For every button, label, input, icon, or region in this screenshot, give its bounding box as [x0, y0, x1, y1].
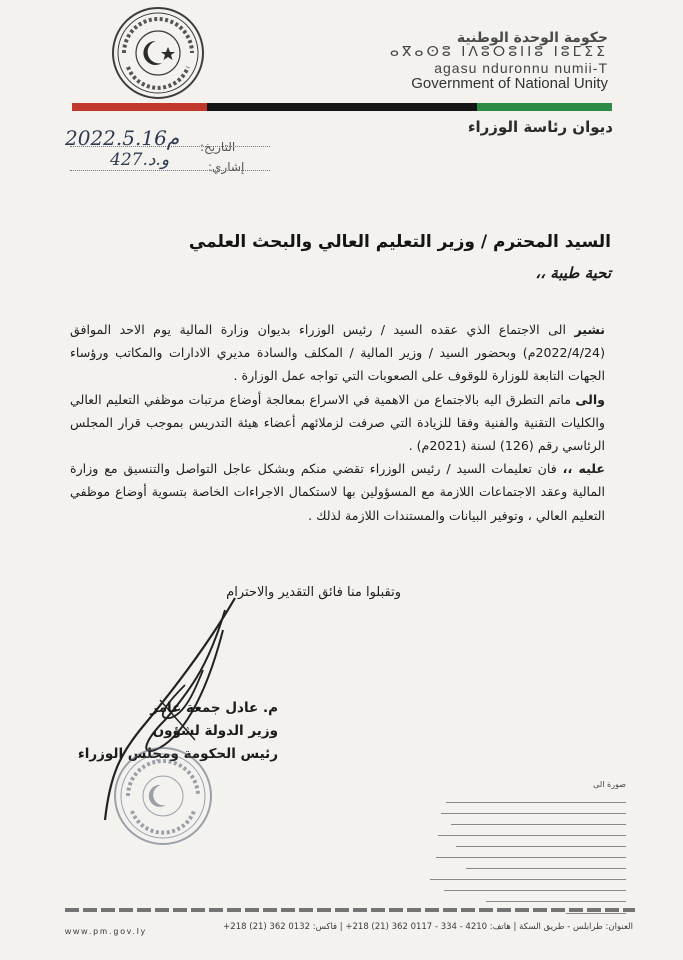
copy-to-entry — [451, 824, 626, 825]
copy-to-entry — [436, 857, 626, 858]
addressee-line: السيد المحترم / وزير التعليم العالي والبحث العلمي — [188, 232, 611, 252]
crescent-icon — [143, 41, 162, 65]
greeting-line: تحية طيبة ،، — [535, 264, 611, 282]
copy-to-entry — [441, 813, 626, 814]
copy-to-entry — [566, 913, 626, 914]
paragraph-meeting — [70, 318, 605, 388]
government-name-tifinagh: ⴰⴳⴰⵙⵓ ⵏⴷⵓⵔⵓⵏⵏⵓ ⵏⵓⵎⵉⵉ — [389, 44, 608, 60]
signatory-name: م. عادل جمعة عامر — [150, 700, 278, 716]
paragraph-salaries-text: ماتم التطرق اليه بالاجتماع من الاهمية في الاسراع بمعالجة أوضاع مرتبات موظفي التعليم العالي والكليات التقنية والفنية وفقا للزيادة التي صرفت لزملائهم أعضاء هيئة التدريس بموجب قرار المجلس الرئاسي رقم (126) لسنة (2021م) . — [70, 391, 605, 454]
footer-divider — [65, 908, 635, 912]
signatory-title-line-1: وزير الدولة لشؤون — [152, 723, 278, 739]
paragraph-salaries — [70, 388, 605, 458]
paragraph-salaries-lead: والى — [575, 391, 605, 407]
closing-line: وتقبلوا منا فائق التقدير والاحترام — [226, 585, 401, 600]
footer-contact: العنوان: طرابلس - طريق السكة | هاتف: 4210 - 334 - 0117 362 (21) 218+ | فاكس: 0132 362 (21) 218+ — [223, 922, 633, 932]
paragraph-instructions-lead: عليه ،، — [562, 461, 605, 477]
reference-underline — [70, 170, 270, 171]
official-stamp — [112, 745, 214, 847]
paragraph-meeting-lead: نشير — [574, 322, 605, 337]
date-underline — [70, 146, 270, 147]
paragraph-meeting-text: الى الاجتماع الذي عقده السيد / رئيس الوزراء بديوان وزارة المالية يوم الاحد الموافق (2022/4/24م) وبحضور السيد / وزير المالية / المكلف والسادة مديري الادارات والمكاتب ورؤساء الجهات التابعة للوزارة للوقوف على الصعوبات التي تواجه عمل الوزارة . — [70, 322, 605, 384]
flag-bar-green — [477, 103, 612, 111]
government-name-arabic: حكومة الوحدة الوطنية — [456, 30, 608, 46]
copy-to-label: صورة الى — [593, 780, 626, 789]
copy-to-entry — [430, 879, 626, 880]
letter-body — [70, 318, 605, 527]
government-name-latin: agasu nduronnu numii-T — [434, 60, 608, 76]
reference-value: 427.و.د — [110, 150, 170, 170]
date-label: التاريخ: — [200, 140, 236, 154]
flag-color-bar — [72, 103, 612, 111]
signatory-title-line-2: رئيس الحكومة ومجلس الوزراء — [77, 746, 278, 762]
copy-to-entry — [486, 901, 626, 902]
copy-to-entry — [466, 868, 626, 869]
copy-to-entry — [456, 846, 626, 847]
paragraph-instructions-text: فان تعليمات السيد / رئيس الوزراء تقضي منكم وبشكل عاجل التواصل والتنسيق مع وزارة المالية وعقد الاجتماعات اللازمة مع المسؤولين بها لاستكمال الاجراءات الخاصة بتسوية أوضاع موظفي التعليم العالي ، وتوفير البيانات والمستندات اللازمة لذلك . — [70, 461, 605, 523]
footer-website: www.pm.gov.ly — [65, 926, 148, 936]
paragraph-instructions — [70, 457, 605, 527]
flag-bar-black — [207, 103, 477, 111]
star-icon — [161, 47, 175, 60]
reference-label: إشاري: — [208, 160, 245, 174]
copy-to-entry — [446, 802, 626, 803]
copy-to-entry — [438, 835, 626, 836]
copy-to-entry — [444, 890, 626, 891]
date-value: 2022.5.16م — [65, 126, 180, 150]
flag-bar-red — [72, 103, 207, 111]
government-name-english: Government of National Unity — [411, 75, 608, 92]
office-name: ديوان رئاسة الوزراء — [467, 118, 613, 136]
government-seal-top — [110, 5, 206, 101]
